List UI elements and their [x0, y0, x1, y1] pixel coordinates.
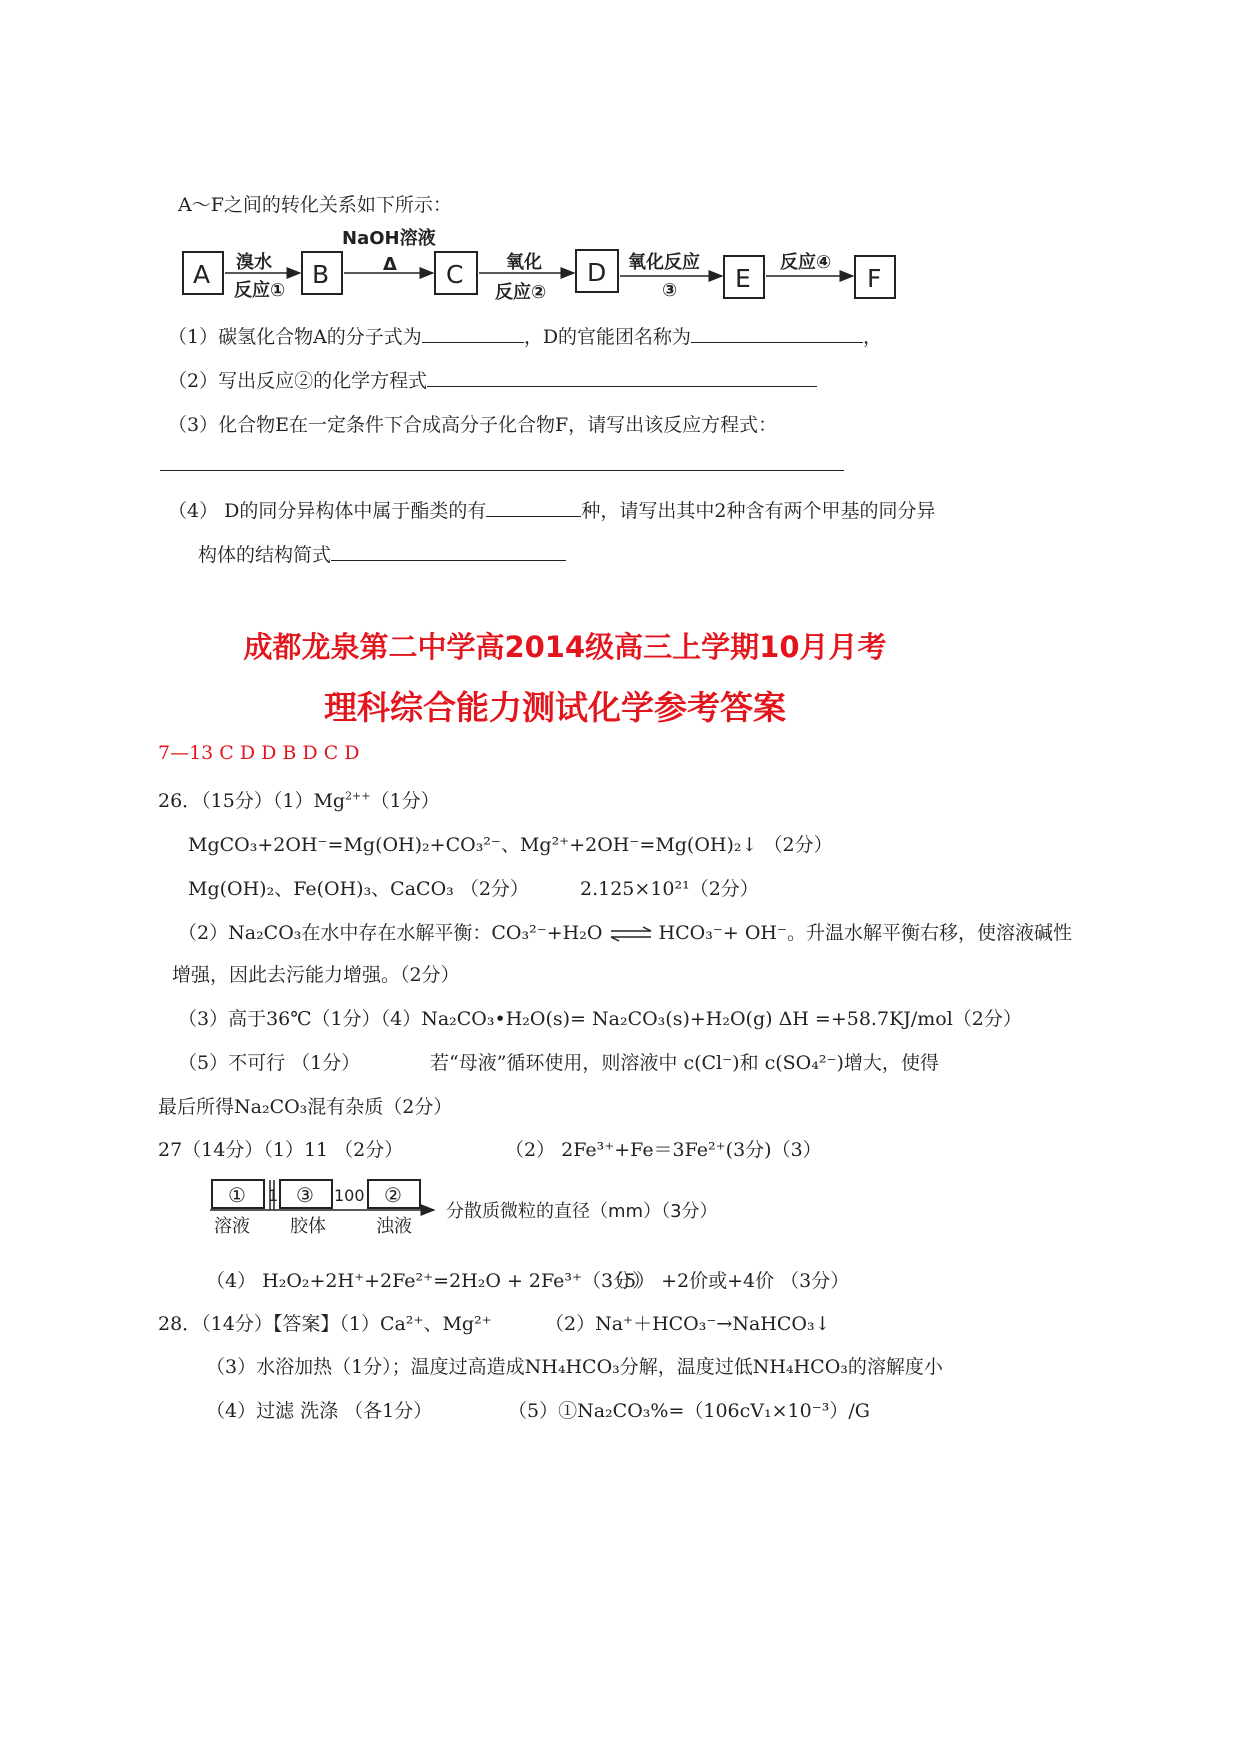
- q1-text-b: ，D的官能团名称为: [523, 326, 692, 348]
- label-colloid: 胶体: [290, 1216, 326, 1237]
- a26-line-7a: （5）不可行 （1分）: [178, 1052, 361, 1074]
- intro-text: A～F之间的转化关系如下所示：: [178, 194, 452, 216]
- q1-text-a: （1）碳氢化合物A的分子式为: [168, 326, 422, 348]
- question-4: [168, 496, 935, 523]
- a26-line-7b: 若“母液”循环使用，则溶液中 c(Cl⁻)和 c(SO₄²⁻)增大，使得: [430, 1052, 939, 1074]
- a28-line-2: （3）水浴加热（1分）；温度过高造成NH₄HCO₃分解，温度过低NH₄HCO₃的溶解度小: [206, 1356, 943, 1378]
- a27-line-3: （4） H₂O₂+2H⁺+2Fe²⁺=2H₂O + 2Fe³⁺（3分）: [206, 1270, 652, 1292]
- axis-label: 分散质微粒的直径（mm）（3分）: [446, 1201, 718, 1222]
- a26-line-6: （3）高于36℃（1分）（4）Na₂CO₃•H₂O(s)= Na₂CO₃(s)+H₂O(g) ΔH =+58.7KJ/mol（2分）: [178, 1008, 1022, 1030]
- node-D-label: D: [587, 258, 607, 287]
- a26-head-text: 26．（15分）（1）Mg: [158, 790, 346, 812]
- node-E-label: E: [735, 264, 751, 293]
- a26-line-4: [178, 918, 1072, 945]
- box-solution-label: ①: [228, 1183, 246, 1207]
- question-1: [168, 322, 882, 349]
- question-2: [168, 366, 817, 393]
- edge1-bottom: 反应①: [234, 280, 286, 301]
- a26-line-8: 最后所得Na₂CO₃混有杂质（2分）: [158, 1096, 453, 1118]
- q1-text-c: ，: [863, 326, 883, 348]
- a28-line-3a: （4）过滤 洗涤 （各1分）: [206, 1400, 433, 1422]
- label-solution: 溶液: [214, 1216, 250, 1237]
- a26-line-2: MgCO₃+2OH⁻=Mg(OH)₂+CO₃²⁻、Mg²⁺+2OH⁻=Mg(OH)₂↓ （2分）: [188, 834, 833, 856]
- question-3: （3）化合物E在一定条件下合成高分子化合物F，请写出该反应方程式：: [168, 414, 778, 436]
- edge4-bottom: ③: [662, 280, 678, 301]
- node-F-label: F: [867, 264, 882, 293]
- dispersion-diagram: [206, 1176, 736, 1240]
- answer-title-2: 理科综合能力测试化学参考答案: [324, 688, 786, 727]
- box-colloid-label: ③: [296, 1183, 314, 1207]
- a27-line-1a: 27（14分）（1）11 （2分）: [158, 1139, 404, 1161]
- a26-line-5: 增强，因此去污能力增强。（2分）: [172, 964, 460, 986]
- a26-l4-text-b: HCO₃⁻+ OH⁻。升温水解平衡右移，使溶液碱性: [658, 922, 1073, 944]
- node-A-label: A: [193, 260, 211, 289]
- question-4-cont: [198, 540, 566, 567]
- q4-text-c: 构体的结构简式: [198, 544, 332, 566]
- a26-l4-text-a: （2）Na₂CO₃在水中存在水解平衡：CO₃²⁻+H₂O: [178, 922, 603, 944]
- edge2-top: NaOH溶液: [342, 228, 436, 249]
- edge5-top: 反应④: [780, 252, 832, 273]
- a26-head-sup: 2++: [345, 789, 371, 803]
- a26-line-3b: 2.125×10²¹（2分）: [580, 878, 759, 900]
- a27-line-1b: （2） 2Fe³⁺+Fe＝3Fe²⁺(3分)（3）: [505, 1139, 822, 1161]
- edge3-top: 氧化: [506, 252, 542, 273]
- equilibrium-arrow-icon: [609, 926, 653, 942]
- q4-blank-structure[interactable]: [331, 540, 566, 561]
- box-suspension-label: ②: [384, 1183, 402, 1207]
- a26-line-3a: Mg(OH)₂、Fe(OH)₃、CaCO₃ （2分）: [188, 878, 529, 900]
- q1-blank-group[interactable]: [691, 322, 863, 343]
- node-C-label: C: [446, 260, 464, 289]
- a27-line-3b: （5） +2价或+4价 （3分）: [605, 1270, 850, 1292]
- mc-answers: 7—13 C D D B D C D: [158, 742, 360, 764]
- q2-blank[interactable]: [427, 366, 817, 387]
- q3-blank[interactable]: [160, 470, 844, 471]
- q4-blank-count[interactable]: [486, 496, 581, 517]
- answer-title-1: 成都龙泉第二中学高2014级高三上学期10月月考: [243, 630, 887, 664]
- edge4-top: 氧化反应: [628, 252, 700, 273]
- edge2-mid: Δ: [383, 254, 397, 275]
- a28-line-1b: （2）Na⁺＋HCO₃⁻→NaHCO₃↓: [545, 1313, 831, 1335]
- q1-blank-formula[interactable]: [422, 322, 524, 343]
- edge1-top: 溴水: [236, 252, 272, 273]
- a28-line-1a: 28．（14分）【答案】（1）Ca²⁺、Mg²⁺: [158, 1313, 492, 1335]
- reaction-flow-diagram: [178, 226, 908, 306]
- q4-text-a: （4） D的同分异构体中属于酯类的有: [168, 500, 487, 522]
- q2-text: （2）写出反应②的化学方程式: [168, 370, 428, 392]
- a28-line-3b: （5）①Na₂CO₃%=（106cV₁×10⁻³）/G: [508, 1400, 870, 1422]
- node-B-label: B: [312, 260, 330, 289]
- label-suspension: 浊液: [376, 1216, 412, 1237]
- a26-heading: [158, 786, 440, 813]
- edge3-bottom: 反应②: [495, 282, 547, 303]
- q4-text-b: 种，请写出其中2种含有两个甲基的同分异: [581, 500, 936, 522]
- tick-1: 1: [268, 1186, 279, 1205]
- tick-100: 100: [334, 1186, 365, 1205]
- a26-head-tail: （1分）: [370, 790, 440, 812]
